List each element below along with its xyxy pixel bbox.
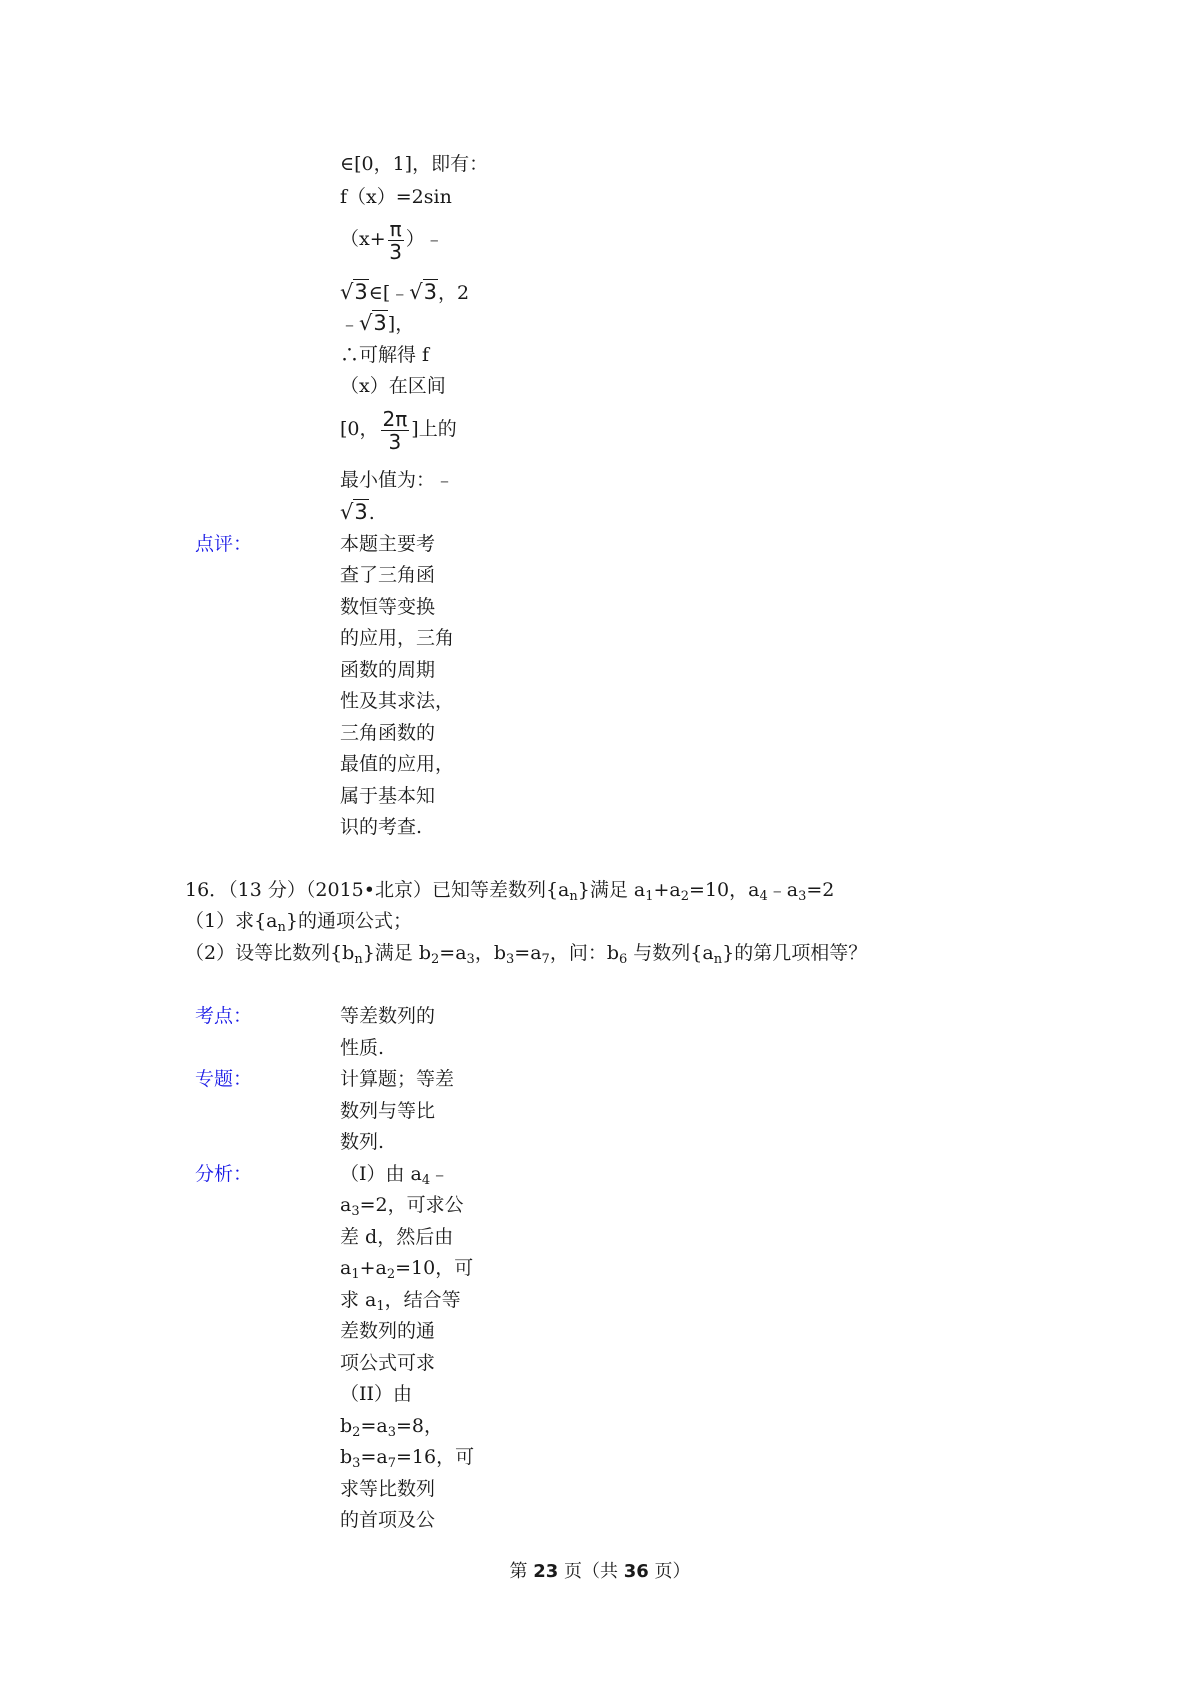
solution-line: 最小值为：﹣ [340,469,455,491]
solution-line: ∴可解得 f [340,344,430,366]
two-pi-over-3-fraction: $\frac{2\pi}{3}$ [382,406,408,454]
review-line: 本题主要考 [340,533,436,555]
sqrt-symbol: √3 [409,280,438,304]
solution-line: ∈[0，1]，即有： [340,153,489,175]
solution-line: f（x）=2sin [340,186,452,208]
fenxi-line: $a_3=2$，可求公 [340,1194,464,1219]
review-line: 三角函数的 [340,722,436,744]
review-line: 数恒等变换 [340,596,436,618]
sqrt-symbol: √3 [359,311,387,335]
fenxi-line: 差 d，然后由 [340,1226,454,1248]
solution-line: ﹣√3]， [340,311,415,335]
review-line: 属于基本知 [340,785,436,807]
solution-line: √3∈[﹣√3，2 [340,280,470,304]
pi-over-3-fraction: $\frac{\pi}{3}$ [389,216,403,264]
zhuanti-label: 专题： [195,1068,253,1090]
solution-line: √3. [340,500,375,524]
fenxi-line: $b_2=a_3=8$， [340,1415,443,1440]
review-line: 函数的周期 [340,659,436,681]
zhuanti-line: 计算题；等差 [340,1068,455,1090]
current-page-number: 23 [533,1561,559,1582]
fenxi-line: 的首项及公 [340,1509,436,1531]
solution-line-fraction: [0， $\frac{2\pi}{3}$ ]上的 [340,406,457,454]
solution-line-fraction: （x+ $\frac{\pi}{3}$ ）﹣ [340,216,444,264]
zhuanti-line: 数列. [340,1131,385,1153]
solution-line: （x）在区间 [340,375,446,397]
problem-part-2: （2）设等比数列$\{b_n\}$满足 $b_2=a_3$，$b_3=a_7$，问：$b_6$ 与数列$\{a_n\}$的第几项相等？ [185,942,868,967]
fenxi-line: $a_1+a_2=10$，可 [340,1257,474,1282]
fenxi-label: 分析： [195,1163,253,1185]
kaodian-line: 性质. [340,1037,385,1059]
fenxi-line: 求 $a_1$，结合等 [340,1289,461,1314]
review-line: 查了三角函 [340,564,436,586]
review-line: 性及其求法， [340,690,455,712]
fenxi-line: $b_3=a_7=16$，可 [340,1446,475,1471]
kaodian-line: 等差数列的 [340,1005,436,1027]
zhuanti-line: 数列与等比 [340,1100,436,1122]
fenxi-line: 求等比数列 [340,1478,436,1500]
total-page-count: 36 [623,1561,649,1582]
sqrt-symbol: √3 [340,280,368,304]
fenxi-line: 差数列的通 [340,1320,436,1342]
problem-statement: 16．（13 分）（2015•北京）已知等差数列$\{a_n\}$满足 $a_1+a_2=10$，$a_4﹣a_3=2$ [185,879,835,904]
sqrt-symbol: √3 [340,500,368,524]
review-line: 的应用，三角 [340,627,455,649]
review-line: 最值的应用， [340,753,455,775]
page-footer: 第 23 页（共 36 页） [509,1561,691,1582]
fenxi-line: 项公式可求 [340,1352,436,1374]
kaodian-label: 考点： [195,1005,253,1027]
fenxi-line: （II）由 [340,1383,413,1405]
review-label: 点评： [195,533,253,555]
problem-part-1: （1）求$\{a_n\}$的通项公式； [185,910,412,935]
fenxi-line: （I）由 $a_4﹣$ [340,1163,450,1188]
review-line: 识的考查. [340,816,423,838]
